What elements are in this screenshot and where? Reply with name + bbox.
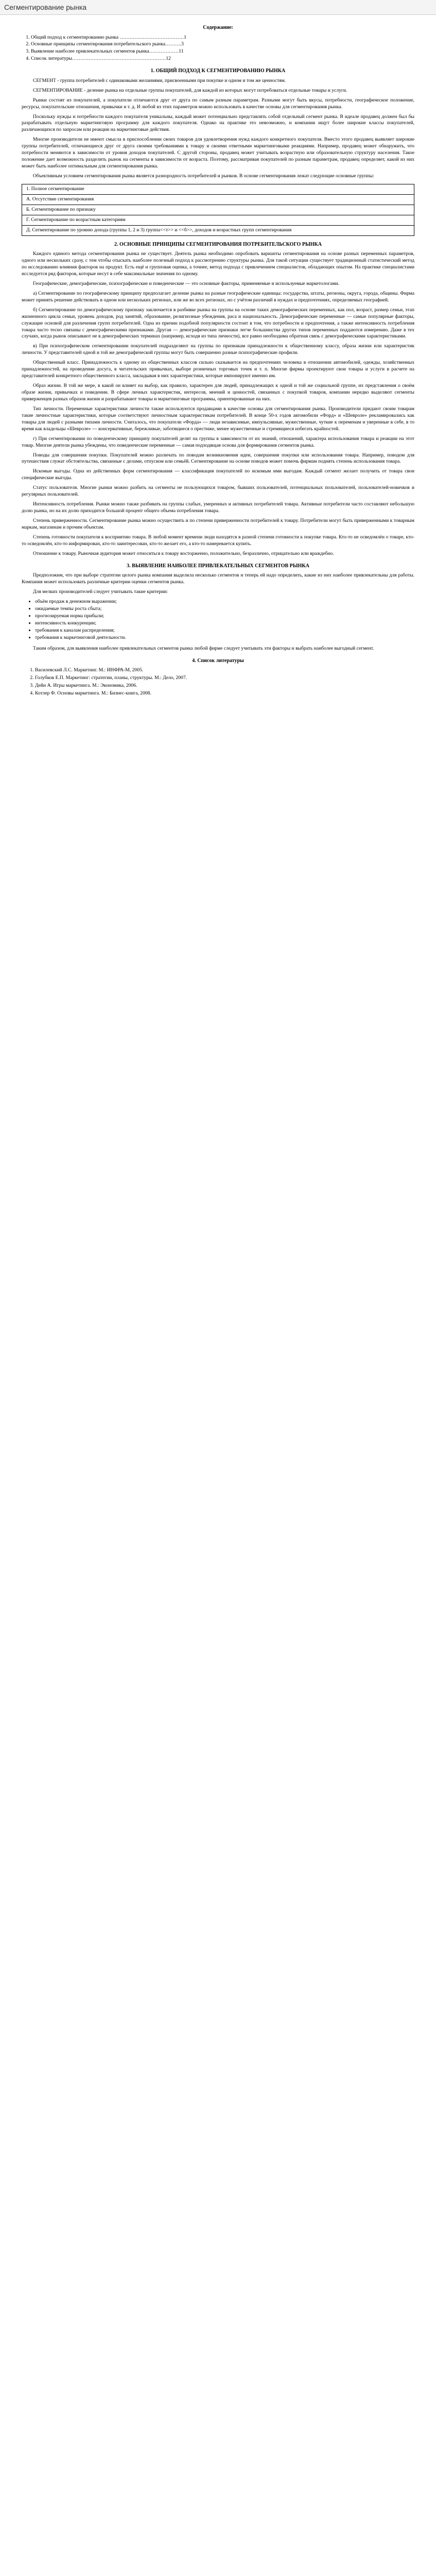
paragraph: СЕГМЕНТИРОВАНИЕ - деление рынка на отдельные группы покупателей, для каждой из которых могут потребоваться отдельные товары и услуги. <box>33 87 347 93</box>
list-item: • интенсивность конкуренции; <box>35 620 414 627</box>
paragraph: Предположим, что при выборе стратегии целого рынка компания выделила несколько сегментов и теперь ей надо определить, какие из них наиболее привлекательны для работы. Компания может использовать различные критерии оценки сегментов рынка. <box>22 572 414 585</box>
paragraph: СЕГМЕНТ - группа потребителей с одинаковыми желаниями, присвоенными при покупке и одном и том же ценностям. <box>33 77 286 83</box>
paragraph: Отношение к товару. Рыночная аудитория может относиться к товару восторженно, положительно, безразлично, отрицательно или враждебно. <box>33 550 334 556</box>
criteria-list <box>22 599 414 641</box>
paragraph: Тип личности. Переменные характеристики личности также используются продавцами в качестве основы для сегментирования рынка. Производители придают своим товарам такие личностные характеристики, которые соответствуют личностным характеристикам потребителей. В конце 50-х годов автомобили «Форд» и «Шевроле» рекламировались как товары для людей с разными типами личности. Считалось, что покупатели «Форда» — люди независимые, импульсивные, мужественные, чуткие к переменам и уверенные в себе, в то время как владельцы «Шевроле» — консервативные, бережливые, заботящиеся о престиже, менее мужественные и стремящиеся избегать крайностей. <box>22 405 414 432</box>
paragraph: б) Сегментирование по демографическому признаку заключается в разбивке рынка на группы на основе таких демографических переменных, как пол, возраст, размер семьи, этап жизненного цикла семьи, уровень доходов, род занятий, образование, религиозные убеждения, раса и национальность. Демографические переменные — самые популярные факторы, служащие основой для различения групп потребителей. Одна из причин подобной популярности состоит в том, что потребности и предпочтения, а также интенсивность потребления товара часто тесно связаны с демографическими признаками. Другая — демографические признаки легче большинства других типов переменных поддаются измерению. Даже в тех случаях, когда рынок описывают не в демографических терминах (например, исходя из типа личности), все равно необходима обратная связь с демографическими характеристиками. <box>22 307 414 340</box>
list-item: • ожидаемые темпы роста сбыта; <box>35 606 414 613</box>
paragraph: Многие производители не имеют смысла в приспособлении своих товаров для удовлетворения нужд каждого конкретного покупателя. Вместо этого продавец выявляет широкие группы потребителей, отличающиеся друг от друга своими требованиями к товару и своими ответными маркетинговыми реакциями. Например, продавец может обнаружить, что потребности меняются в зависимости от уровня доходов покупателей. С другой стороны, продавец может учитывать возрастную или образовательную структуру населения. Такое положение дает возможность разделить рынок на сегменты в зависимости от возраста. Поэтому, рассматривая покупателей по разным параметрам, продавец определяет, какой из них может быть наиболее оптимальным для сегментирования рынка. <box>22 137 414 170</box>
paragraph: Поскольку нужды и потребности каждого покупателя уникальны, каждый может потенциально представлять собой отдельный сегмент рынка. В идеале продавец должен был бы разрабатывать отдельную маркетинговую программу для каждого покупателя. Однако на практике это невозможно, и компании ищут более широкие классы покупателей, различающихся по запросам или реакции на маркетинговые действия. <box>22 113 414 133</box>
box-item: Д. Сегментирование по уровню дохода (группы 1, 2 и 3) группа<<т>> и <<б>>, доходов и возрастных групп сегментирования <box>26 227 292 233</box>
reference-item: 4. Котлер Ф. Основы маркетинга. М.: Бизнес-книга, 2008. <box>35 690 414 697</box>
toc-item: 3. Выявление наиболее привлекательных сегментов рынка………………11 <box>31 48 414 55</box>
list-item: • требования к маркетинговой деятельности. <box>35 635 414 641</box>
section-heading-3: 3. ВЫЯВЛЕНИЕ НАИБОЛЕЕ ПРИВЛЕКАТЕЛЬНЫХ СЕГМЕНТОВ РЫНКА <box>127 563 309 569</box>
paragraph: Образ жизни. В той же мере, в какой он влияет на выбор, как правило, характерен для людей, принадлежащих к одной и той же социальной группе, их представления о своём образе жизни, привычках и поведении. В сфере личных характеристик, интересов, мнений и ценностей, связанных с покупкой товаров, компании нередко выделяют сегменты приверженцев разных образов жизни и разрабатывают товары и маркетинговые программы, ориентированные на них. <box>22 383 414 402</box>
paragraph: Интенсивность потребления. Рынки можно также разбивать на группы слабых, умеренных и активных потребителей товара. Активные потребители часто составляют небольшую долю рынка, но на их долю приходится большой процент общего объема потребления товара. <box>22 501 414 514</box>
document-title-bar <box>0 0 436 15</box>
toc-item: 4. Список литературы…………………………………………………12 <box>31 56 414 62</box>
paragraph: Для мелких производителей следует учитывать такие критерии: <box>33 589 168 595</box>
toc-item: 1. Общий подход к сегментированию рынка …………………………………1 <box>31 35 414 41</box>
paragraph: Общественный класс. Принадлежность к одному из общественных классов сильно сказывается на предпочтениях человека в отношении автомобилей, одежды, хозяйственных принадлежностей, на проведении досуга, в читательских привычках, выборе розничных торговых точек и т. п. Многие фирмы проектируют свои товары и услуги в расчете на представителей конкретного общественного класса, закладывая в них характеристики, которые импонируют именно им. <box>22 360 414 379</box>
paragraph: Каждого единого метода сегментирования рынка не существует. Деятель рынка необходимо опробовать варианты сегментирования на основе разных переменных параметров, одного или нескольких сразу, с тем чтобы отыскать наиболее полезный подход к рассмотрению структуры рынка. Для такой ситуации существует традиционный статистический метод по исследованию влияния факторов на продукт. Есть ещё и групповая оценка, а точнее, метод подхода с привлечением специалистов, обладающих опытом. На практике специалистами исследуется ряд факторов, которые несут в себе максимальные значения по одному. <box>22 251 414 277</box>
box-item: А. Отсутствие сегментирования <box>22 195 414 205</box>
paragraph: а) Сегментирование по географическому принципу предполагает деление рынка на разные географические единицы: государства, штаты, регионы, округа, города, общины. Фирма может принять решение действовать в одном или нескольких регионах, или же во всех регионах, но с учётом различий в нуждах и предпочтениях, определяемых географией. <box>22 290 414 303</box>
box-item: Г. Сегментирование по возрастным категориям <box>22 215 414 226</box>
list-item: • требования к каналам распределения; <box>35 628 414 634</box>
paragraph: Объективным условием сегментирования рынка является разнородность потребителей и рынков. В основе сегментирования лежат следующие основные группы: <box>33 173 374 179</box>
paragraph: Статус пользователя. Многие рынки можно разбить на сегменты не пользующихся товаром, бывших пользователей, потенциальных пользователей, пользователей-новичков и регулярных пользователей. <box>22 485 414 498</box>
document-page <box>0 15 436 719</box>
segmentation-types-box <box>22 184 414 236</box>
list-item: • прогнозируемая норма прибыли; <box>35 613 414 620</box>
section-heading-2: 2. ОСНОВНЫЕ ПРИНЦИПЫ СЕГМЕНТИРОВАНИЯ ПОТРЕБИТЕЛЬСКОГО РЫНКА <box>114 241 322 247</box>
paragraph: Географические, демографические, психографические и поведенческие — это основные факторы, применяемые и используемые маркетологами. <box>33 280 340 286</box>
paragraph: в) При психографическом сегментировании покупателей подразделяют на группы по признакам принадлежности к общественному классу, образа жизни или характеристик личности. У представителей одной и той же демографической группы могут быть совершенно разные психографические профили. <box>22 343 414 356</box>
paragraph: Таким образом, для выявления наиболее привлекательных сегментов рынка любой фирме следует учитывать эти факторы и выбрать наиболее выгодный сегмент. <box>33 645 374 651</box>
document-title: Сегментирование рынка <box>4 3 87 11</box>
references-heading: 4. Список литературы <box>192 657 244 664</box>
paragraph: Поводы для совершения покупки. Покупателей можно различать по поводам возникновения идеи, совершения покупки или использования товара. Например, поводом для путешествия служат обстоятельства, связанные с делами, отпуском или семьёй. Сегментирование на основе поводов может помочь фирмам поднять степень использования товара. <box>22 452 414 465</box>
reference-item: 2. Голубков Е.П. Маркетинг: стратегии, планы, структуры. М.: Дело, 2007. <box>35 675 414 682</box>
paragraph: Степень готовности покупателя к восприятию товара. В любой момент времени люди находятся в разной степени готовности к покупке товара. Кто-то не осведомлён о товаре, кто-то осведомлён, кто-то информирован, кто-то заинтересован, кто-то желает его, а кто-то намеревается купить. <box>22 534 414 547</box>
toc-title: Содержание: <box>203 25 233 30</box>
reference-item: 1. Василевский Л.С. Маркетинг. М.: ИНФРА-М, 2005. <box>35 667 414 674</box>
references-list <box>22 667 414 697</box>
list-item: • объём продаж в денежном выражении; <box>35 599 414 605</box>
box-item: Б. Сегментирование по признаку <box>22 205 414 215</box>
paragraph: Искомые выгоды. Одна из действенных форм сегментирования — классификация покупателей по искомым ими выгодам. Каждый сегмент желает получить от товара свои специфические выгоды. <box>22 468 414 481</box>
box-item: 1. Полное сегментирование <box>22 184 414 195</box>
paragraph: Степень приверженности. Сегментирование рынка можно осуществить и по степени приверженности потребителей к товару. Потребители могут быть приверженными к товарным маркам, магазинам и прочим объектам. <box>22 518 414 530</box>
paragraph: Рынки состоят из покупателей, а покупатели отличаются друг от друга по самым разным параметрам. Разными могут быть вкусы, потребности, географическое положение, ресурсы, покупательские отношения, привычки и т. д. И любой из этих параметров можно использовать в качестве основы для сегментирования рынка. <box>22 97 414 110</box>
toc-item: 2. Основные принципы сегментирования потребительского рынка……….3 <box>31 41 414 48</box>
reference-item: 3. Дейн А. Игры маркетинга. М.: Экономика, 2006. <box>35 683 414 689</box>
section-heading-1: 1. ОБЩИЙ ПОДХОД К СЕГМЕНТИРОВАНИЮ РЫНКА <box>150 68 286 74</box>
table-of-contents <box>22 35 414 63</box>
paragraph: г) При сегментировании по поведенческому принципу покупателей делят на группы в зависимости от их знаний, отношений, характера использования товара и реакции на этот товар. Многие деятели рынка убеждены, что поведенческие переменные — самая подходящая основа для формирования сегментов рынка. <box>22 435 414 448</box>
